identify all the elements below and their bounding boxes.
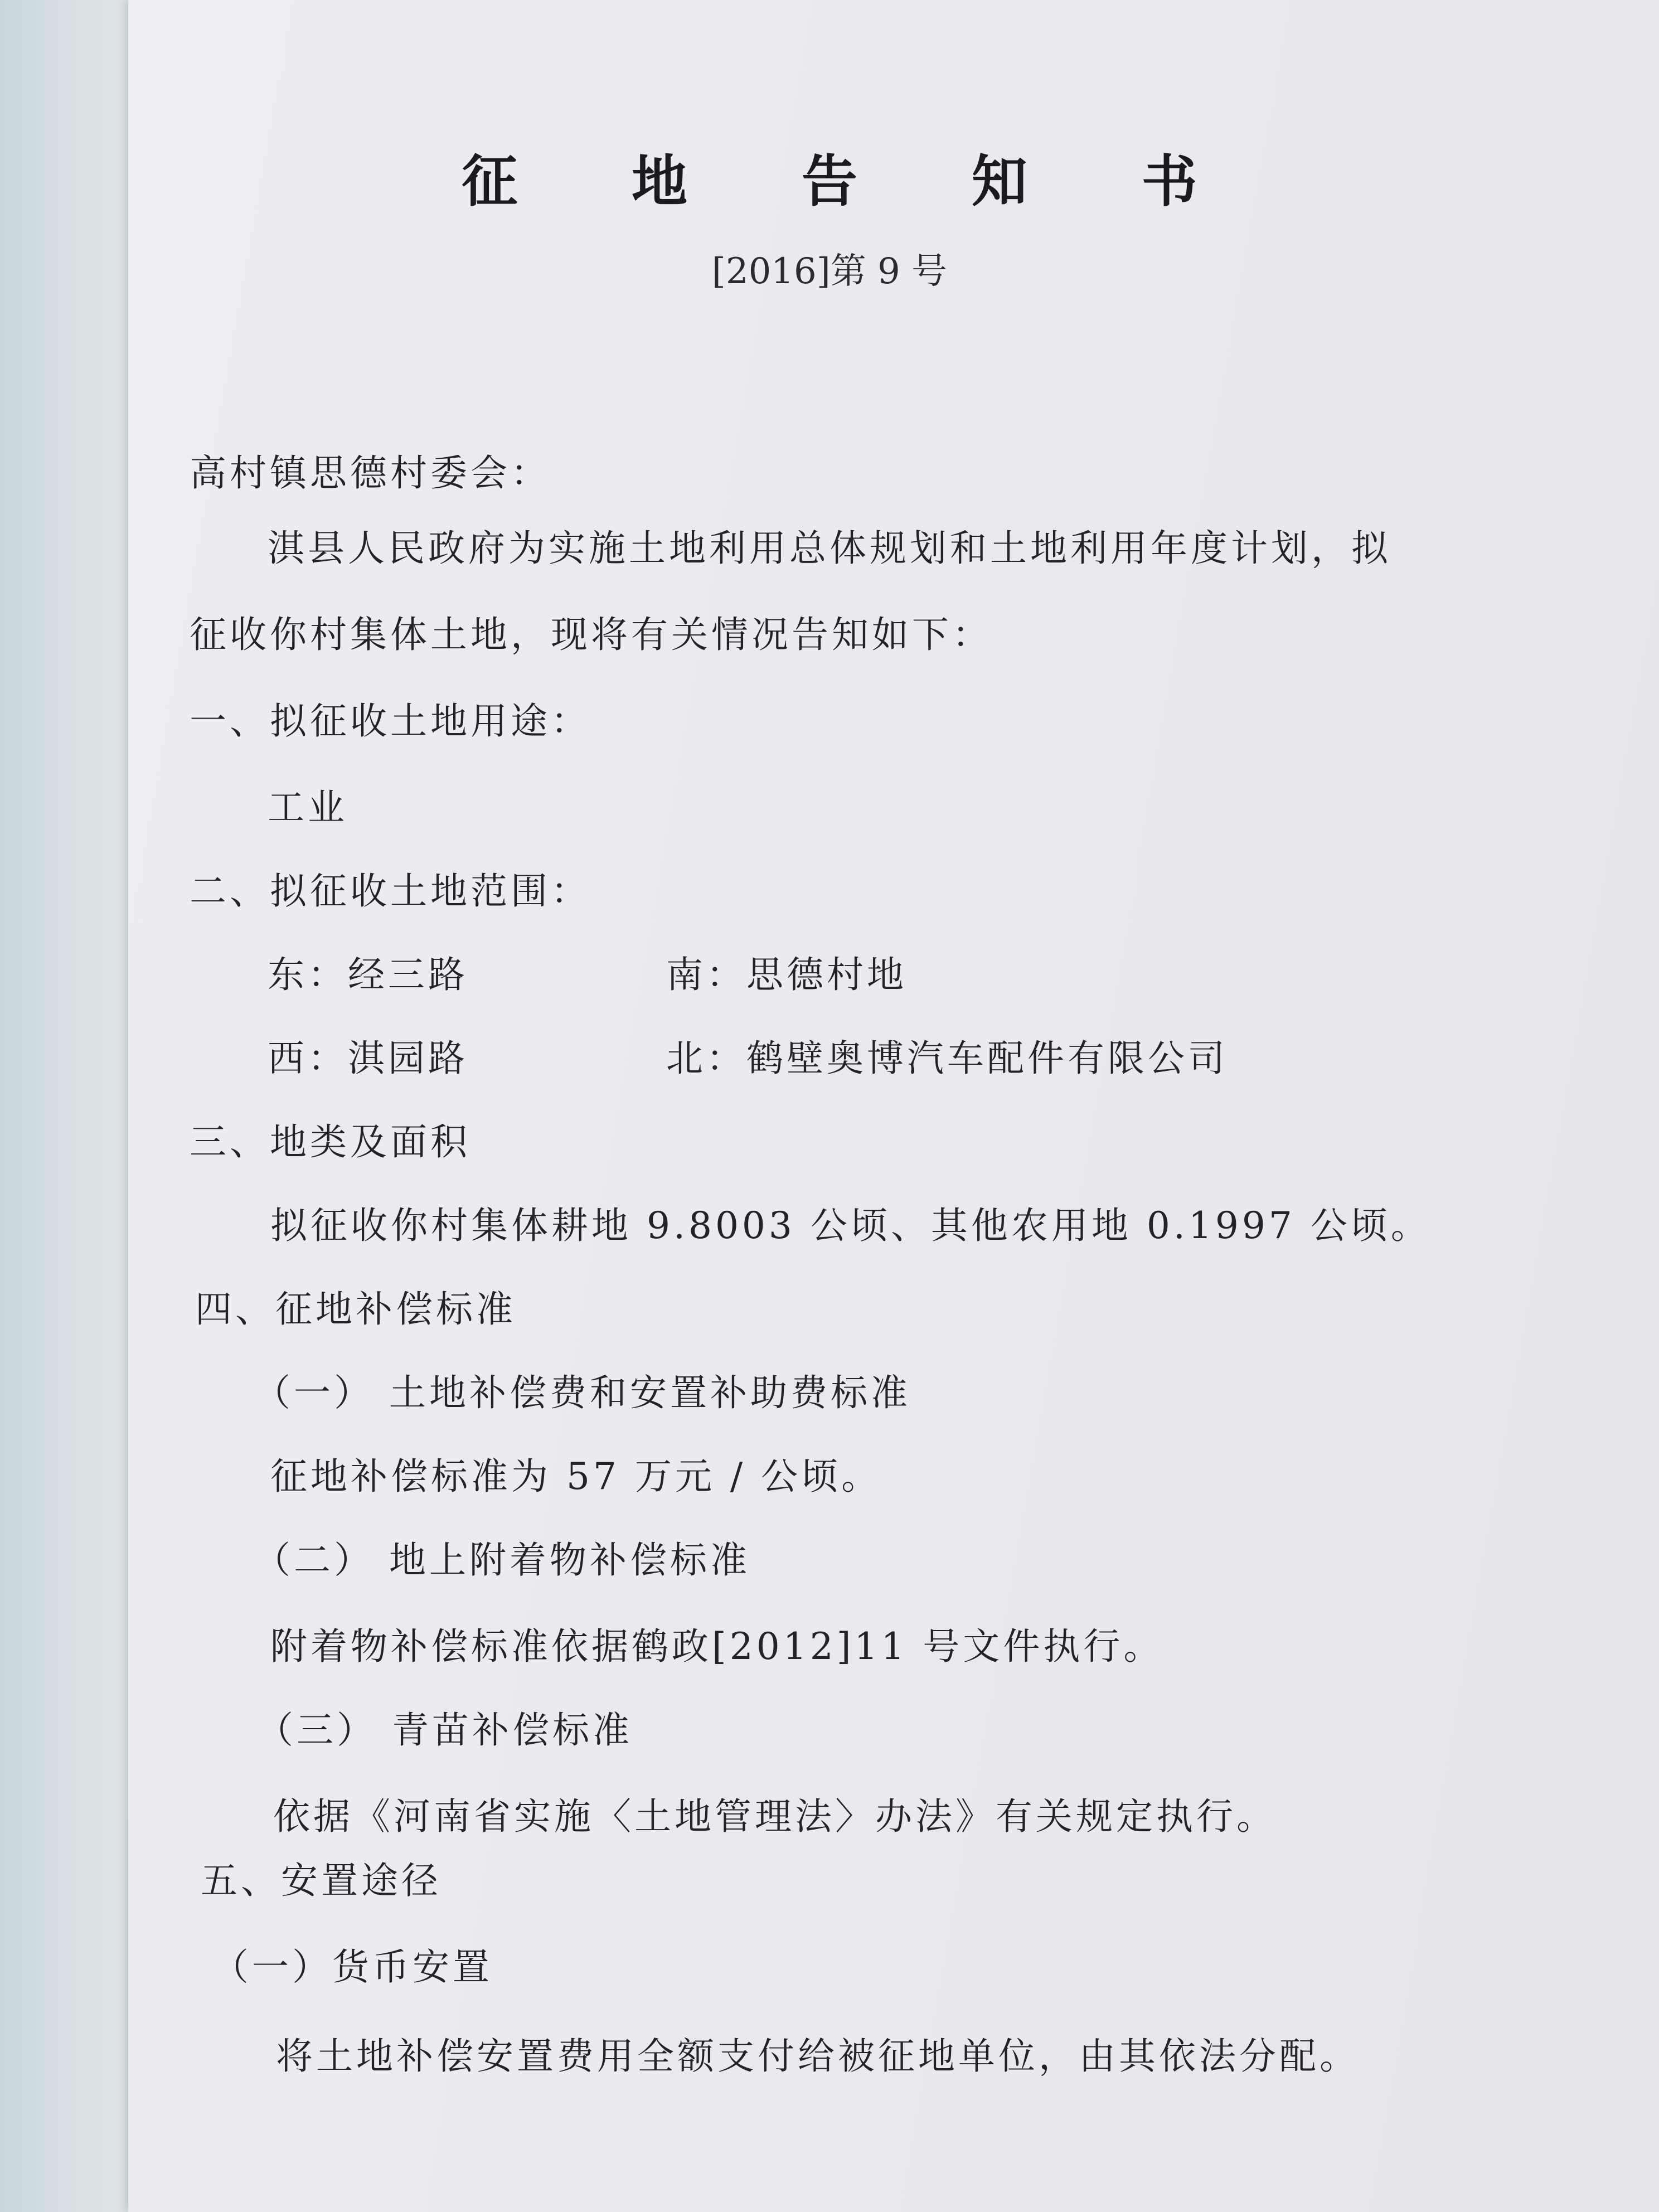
boundary-west: 西：淇园路 [268, 1037, 468, 1080]
boundary-south: 南：思德村地 [666, 953, 907, 996]
intro-line-2: 征收你村集体土地，现将有关情况告知如下： [190, 613, 992, 656]
intro-line-1: 淇县人民政府为实施土地利用总体规划和土地利用年度计划，拟 [268, 527, 1391, 570]
section1-content: 工业 [268, 786, 348, 829]
section4-heading: 四、征地补偿标准 [195, 1288, 516, 1331]
section1-heading: 一、拟征收土地用途： [190, 700, 591, 743]
section4-sub2-content: 附着物补偿标准依据鹤政[2012]11 号文件执行。 [270, 1625, 1164, 1668]
section5-sub1-content: 将土地补偿安置费用全额支付给被征地单位，由其依法分配。 [276, 2035, 1360, 2078]
section5-heading: 五、安置途径 [201, 1859, 442, 1902]
document-title: 征 地 告 知 书 [462, 148, 1245, 214]
section4-sub1-content: 征地补偿标准为 57 万元 / 公顷。 [270, 1455, 882, 1498]
section4-sub3-content: 依据《河南省实施〈土地管理法〉办法》有关规定执行。 [273, 1795, 1277, 1838]
boundary-east: 东：经三路 [268, 953, 468, 996]
section4-sub2-heading: （二） 地上附着物补偿标准 [254, 1539, 750, 1582]
section4-sub1-heading: （一） 土地补偿费和安置补助费标准 [254, 1371, 911, 1414]
section4-sub3-heading: （三） 青苗补偿标准 [256, 1709, 633, 1752]
section5-sub1-heading: （一）货币安置 [212, 1946, 493, 1988]
section3-content: 拟征收你村集体耕地 9.8003 公顷、其他农用地 0.1997 公顷。 [270, 1204, 1431, 1247]
section2-heading: 二、拟征收土地范围： [190, 870, 591, 913]
boundary-north: 北：鹤壁奥博汽车配件有限公司 [666, 1037, 1228, 1080]
recipient: 高村镇思德村委会： [190, 452, 551, 494]
section3-heading: 三、地类及面积 [190, 1120, 470, 1163]
document-number: [2016]第 9 号 [711, 251, 948, 292]
